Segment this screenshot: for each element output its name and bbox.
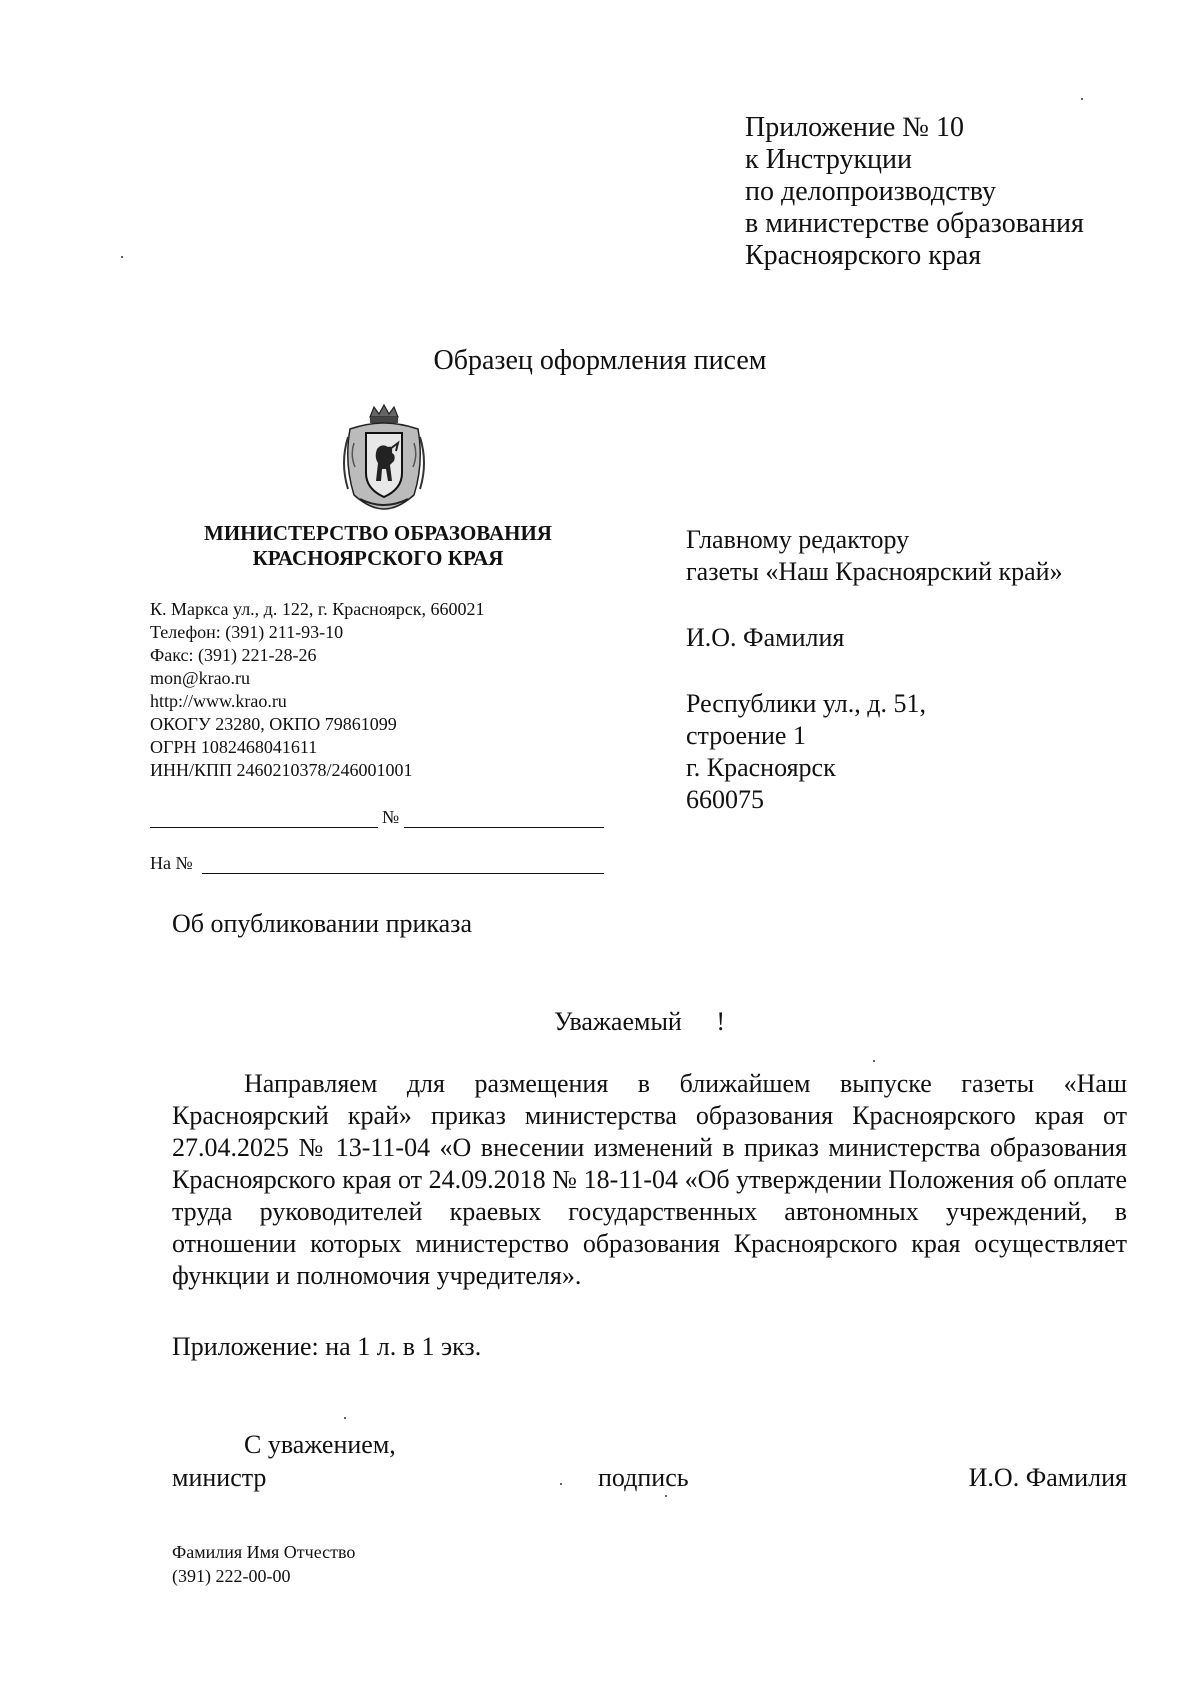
coat-of-arms-icon	[340, 403, 428, 513]
appendix-line: к Инструкции	[745, 144, 913, 175]
registration-field	[150, 807, 604, 829]
recipient-address: Республики ул., д. 51,	[686, 689, 926, 718]
executor-phone: (391) 222-00-00	[172, 1566, 291, 1586]
reference-blank	[202, 873, 604, 874]
closing-regards: С уважением,	[244, 1430, 396, 1459]
signer-name: И.О. Фамилия	[968, 1463, 1127, 1492]
scan-speck	[1081, 98, 1083, 100]
scan-speck	[873, 1060, 875, 1062]
ogrn: ОГРН 1082468041611	[150, 737, 318, 757]
date-blank	[150, 827, 378, 828]
sample-title: Образец оформления писем	[433, 345, 767, 376]
executor-name: Фамилия Имя Отчество	[172, 1542, 356, 1562]
scan-speck	[665, 1495, 667, 1497]
reference-label: На №	[150, 853, 193, 873]
recipient-name: И.О. Фамилия	[686, 623, 845, 652]
appendix-line: Приложение № 10	[745, 112, 964, 143]
appendix-line: Красноярского края	[745, 240, 982, 271]
inn-kpp: ИНН/КПП 2460210378/246001001	[150, 760, 413, 780]
recipient-address: 660075	[686, 785, 764, 814]
scan-speck	[560, 1483, 562, 1485]
appendix-line: по делопроизводству	[745, 176, 997, 207]
letter-body	[172, 1068, 1127, 1292]
attachment-note: Приложение: на 1 л. в 1 экз.	[172, 1332, 482, 1361]
signer-position: министр	[172, 1463, 267, 1492]
email: mon@krao.ru	[150, 668, 251, 688]
address: К. Маркса ул., д. 122, г. Красноярск, 660021	[150, 599, 485, 619]
phone: Телефон: (391) 211-93-10	[150, 622, 344, 642]
recipient-address: строение 1	[686, 721, 806, 750]
number-blank	[404, 827, 604, 828]
number-sign: №	[382, 807, 400, 827]
contact-details	[150, 598, 485, 782]
recipient-block	[686, 524, 1063, 816]
website: http://www.krao.ru	[150, 691, 287, 711]
scan-speck	[344, 1417, 346, 1419]
greeting: Уважаемый !	[554, 1007, 725, 1036]
executor-info	[172, 1540, 355, 1588]
organization-line: КРАСНОЯРСКОГО КРАЯ	[252, 546, 504, 570]
signature-placeholder: подпись	[598, 1463, 689, 1492]
recipient-address: г. Красноярск	[686, 753, 836, 782]
letter-subject: Об опубликовании приказа	[172, 909, 472, 938]
appendix-line: в министерстве образования	[745, 208, 1084, 239]
fax: Факс: (391) 221-28-26	[150, 645, 317, 665]
organization-line: МИНИСТЕРСТВО ОБРАЗОВАНИЯ	[204, 521, 552, 545]
recipient-position: газеты «Наш Красноярский край»	[686, 557, 1063, 586]
reference-field	[150, 853, 604, 875]
scan-speck	[121, 256, 123, 258]
body-paragraph: Направляем для размещения в ближайшем выпуске газеты «Наш Красноярский край» приказ министерства образования Красноярского края от 27.04.2025 № 13-11-04 «О внесении изменений в приказ министерства образования Красноярского края от 24.09.2018 № 18-11-04 «Об утверждении Положения об оплате труда руководителей краевых государственных автономных учреждений, в отношении которых министерство образования Красноярского края осуществляет функции и полномочия учредителя».	[172, 1069, 1127, 1290]
organization-name	[140, 521, 616, 571]
appendix-header	[745, 112, 1084, 272]
okogu-okpo: ОКОГУ 23280, ОКПО 79861099	[150, 714, 397, 734]
recipient-position: Главному редактору	[686, 525, 910, 554]
